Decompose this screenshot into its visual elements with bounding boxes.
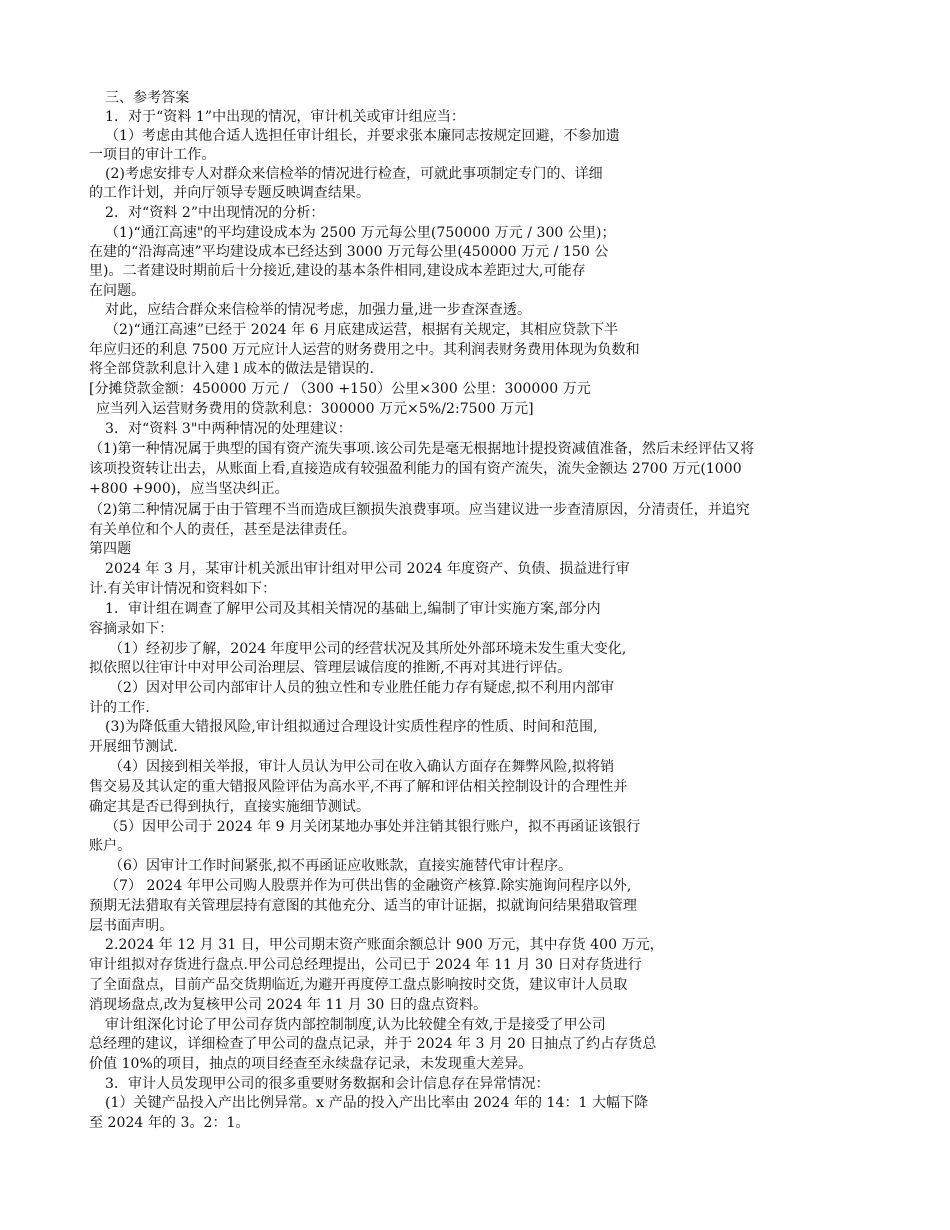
text-line: 拟依照以往审计中对甲公司治理层、管理层诚信度的推断,不再对其进行评估。 [89, 660, 572, 676]
text-line: （2)第二种情况属于由于管理不当而造成巨额损失浪费事项。应当建议进一步查清原因，分清责任，并追究 [89, 502, 750, 518]
text-line: 总经理的建议，详细检查了甲公司的盘点记录，并于 2024 年 3 月 20 日抽点了约占存货总 [89, 1036, 657, 1052]
text-line: 将全部贷款利息计入建 l 成本的做法是错误的. [89, 361, 374, 377]
text-line: （2)“通江高速”已经于 2024 年 6 月底建成运营，根据有关规定，其相应贷款下半 [105, 322, 619, 338]
text-line: 该项投资转让出去，从账面上看,直接造成有较强盈利能力的国有资产流失，流失金额达 2700 万元(1000 [89, 461, 742, 477]
text-line: 2．对“资料 2”中出现情况的分析： [105, 205, 325, 221]
text-line: 2024 年 3 月，某审计机关派出审计组对甲公司 2024 年度资产、负债、损益进行审 [105, 561, 630, 577]
text-line: 了全面盘点，目前产品交货期临近,为避开再度停工盘点影响按时交货，建议审计人员取 [89, 977, 628, 993]
text-line: （1)第一种情况属于典型的国有资产流失事项.该公司先是毫无根据地计提投资减值准备，然后未经评估又将 [89, 441, 755, 457]
text-line: 账户。 [89, 838, 132, 854]
text-line: 计.有关审计情况和资料如下： [89, 581, 277, 597]
text-line: 审计组深化讨论了甲公司存货内部控制制度,认为比较健全有效,于是接受了甲公司 [105, 1017, 606, 1033]
text-line: 计的工作. [89, 700, 150, 716]
text-line: 消现场盘点,改为复核甲公司 2024 年 11 月 30 日的盘点资料。 [89, 997, 488, 1013]
text-line: （1)“通江高速"的平均建设成本为 2500 万元每公里(750000 万元 / 300 公里)； [105, 225, 616, 241]
text-line: 3．对“资料 3"中两种情况的处理建议： [105, 421, 352, 437]
text-line: 售交易及其认定的重大错报风险评估为高水平,不再了解和评估相关控制设计的合理性并 [89, 779, 628, 795]
text-line: （7） 2024 年甲公司购人股票并作为可供出售的金融资产核算.除实施询问程序以外, [105, 878, 632, 894]
text-line: +800 +900)，应当坚决纠正。 [89, 481, 289, 497]
question-heading: 第四题 [89, 541, 132, 557]
text-line: 在建的“沿海高速”平均建设成本已经达到 3000 万元每公里(450000 万元 / 150 公 [89, 244, 609, 260]
text-line: 预期无法猎取有关管理层持有意图的其他充分、适当的审计证据，拟就询问结果猎取管理 [89, 898, 637, 914]
text-line: [分摊贷款金额：450000 万元 / （300 +150）公里×300 公里：300000 万元 [89, 381, 591, 397]
text-line: 应当列入运营财务费用的贷款利息：300000 万元×5%/2:7500 万元] [96, 401, 534, 417]
text-line: （1）经初步了解，2024 年度甲公司的经营状况及其所处外部环境未发生重大变化, [109, 641, 627, 657]
text-line: 价值 10%的项目，抽点的项目经查至永续盘存记录，未发现重大差异。 [89, 1056, 533, 1072]
text-line: 的工作计划，并向厅领导专题反映调查结果。 [89, 185, 370, 201]
text-line: (1）关键产品投入产出比例异常。x 产品的投入产出比率由 2024 年的 14：1 大幅下降 [105, 1095, 649, 1111]
text-line: 有关单位和个人的责任，甚至是法律责任。 [89, 522, 356, 538]
text-line: 年应归还的利息 7500 万元应计人运营的财务费用之中。其利润表财务费用体现为负数和 [89, 342, 640, 358]
text-line: 3．审计人员发现甲公司的很多重要财务数据和会计信息存在异常情况： [105, 1076, 550, 1092]
text-line: 层书面声明。 [89, 918, 174, 934]
text-line: (3)为降低重大错报风险,审计组拟通过合理设计实质性程序的性质、时间和范围, [105, 719, 598, 735]
text-line: 审计组拟对存货进行盘点.甲公司总经理提出，公司已于 2024 年 11 月 30 日对存货进行 [89, 957, 642, 973]
text-line: 至 2024 年的 3。2：1。 [89, 1115, 250, 1131]
text-line: 在问题。 [89, 283, 146, 299]
text-line: 确定其是否已得到执行，直接实施细节测试。 [89, 799, 370, 815]
text-line: 开展细节测试. [89, 739, 178, 755]
text-line: 1．对于“资料 1”中出现的情况，审计机关或审计组应当： [105, 109, 465, 125]
text-line: 1．审计组在调查了解甲公司及其相关情况的基础上,编制了审计实施方案,部分内 [105, 601, 601, 617]
text-line: 容摘录如下： [89, 621, 174, 637]
text-line: 一项目的审计工作。 [89, 147, 216, 163]
section-heading: 三、参考答案 [105, 90, 190, 106]
text-line: (2)考虑安排专人对群众来信检举的情况进行检查，可就此事项制定专门的、详细 [105, 166, 603, 182]
text-line: （4）因接到相关举报，审计人员认为甲公司在收入确认方面存在舞弊风险,拟将销 [109, 759, 615, 775]
text-line: （2）因对甲公司内部审计人员的独立性和专业胜任能力存有疑虑,拟不利用内部审 [109, 680, 615, 696]
text-line: （5）因甲公司于 2024 年 9 月关闭某地办事处并注销其银行账户，拟不再函证该银行 [105, 819, 641, 835]
text-line: （6）因审计工作时间紧张,拟不再函证应收账款，直接实施替代审计程序。 [109, 858, 573, 874]
text-line: 对此，应结合群众来信检举的情况考虑，加强力量,进一步查深查透。 [105, 302, 531, 318]
text-line: （1）考虑由其他合适人选担任审计组长，并要求张本廉同志按规定回避，不参加遗 [105, 128, 620, 144]
text-line: 2.2024 年 12 月 31 日，甲公司期末资产账面余额总计 900 万元，其中存货 400 万元， [105, 937, 664, 953]
text-line: 里)。二者建设时期前后十分接近,建设的基本条件相同,建设成本差距过大,可能存 [89, 263, 586, 279]
